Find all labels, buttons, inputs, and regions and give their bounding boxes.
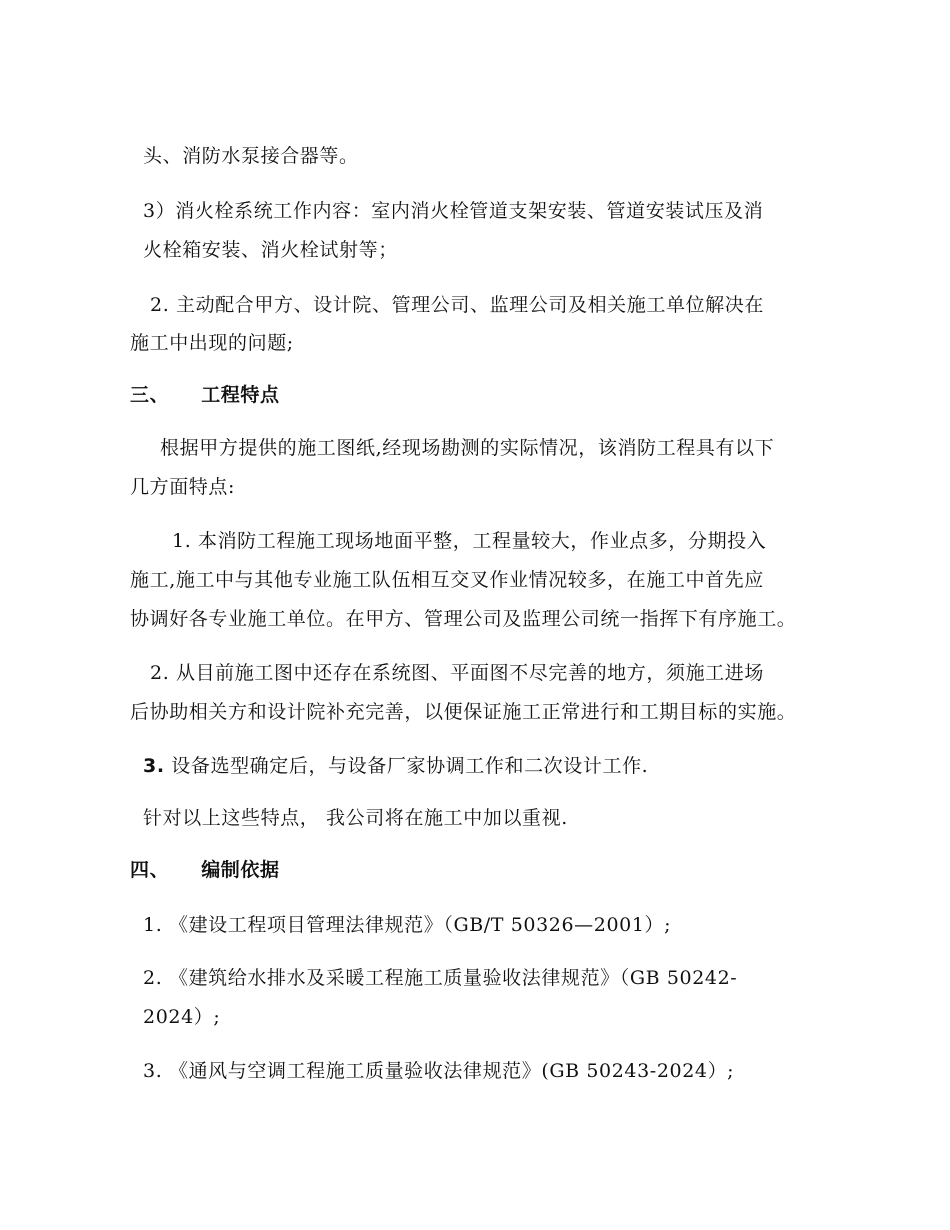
closing-statement: 针对以上这些特点， 我公司将在施工中加以重视. [143,807,568,829]
section-3-number: 三、 [130,384,170,406]
feature-3-number: 3. [143,755,165,777]
section-4-number: 四、 [130,859,170,881]
section-3-intro-line-1: 根据甲方提供的施工图纸,经现场勘测的实际情况，该消防工程具有以下 [160,437,775,459]
item-2-line-2: 施工中出现的问题; [130,332,294,354]
section-3-heading [130,383,280,407]
section-3-intro-line-2: 几方面特点: [130,476,236,498]
feature-1-line-1: 1. 本消防工程施工现场地面平整，工程量较大，作业点多，分期投入 [172,530,767,552]
feature-2-line-1: 2. 从目前施工图中还存在系统图、平面图不尽完善的地方，须施工进场 [150,662,764,684]
feature-1-line-2: 施工,施工中与其他专业施工队伍相互交叉作业情况较多，在施工中首先应 [130,569,764,591]
section-4-heading [130,858,280,882]
basis-1: 1. 《建设工程项目管理法律规范》（GB/T 50326—2001）; [143,914,672,936]
feature-1-line-3: 协调好各专业施工单位。在甲方、管理公司及监理公司统一指挥下有序施工。 [130,608,797,630]
basis-2-line-2: 2024）; [143,1006,221,1028]
basis-2-line-1: 2. 《建筑给水排水及采暖工程施工质量验收法律规范》（GB 50242- [143,967,738,989]
item-2-line-1: 2. 主动配合甲方、设计院、管理公司、监理公司及相关施工单位解决在 [150,294,764,316]
feature-3-text: 设备选型确定后，与设备厂家协调工作和二次设计工作. [171,755,649,777]
item-1-3-continuation: 头、消防水泵接合器等。 [143,145,359,167]
section-3-title: 工程特点 [201,384,280,406]
basis-3: 3. 《通风与空调工程施工质量验收法律规范》(GB 50243-2024）; [143,1060,735,1082]
item-1-3-line-2: 火栓箱安装、消火栓试射等； [143,239,398,261]
feature-2-line-2: 后协助相关方和设计院补充完善，以便保证施工正常进行和工期目标的实施。 [130,701,797,723]
section-4-title: 编制依据 [201,859,280,881]
feature-3 [143,754,648,778]
item-1-3-line-1: 3）消火栓系统工作内容：室内消火栓管道支架安装、管道安装试压及消 [143,200,764,222]
